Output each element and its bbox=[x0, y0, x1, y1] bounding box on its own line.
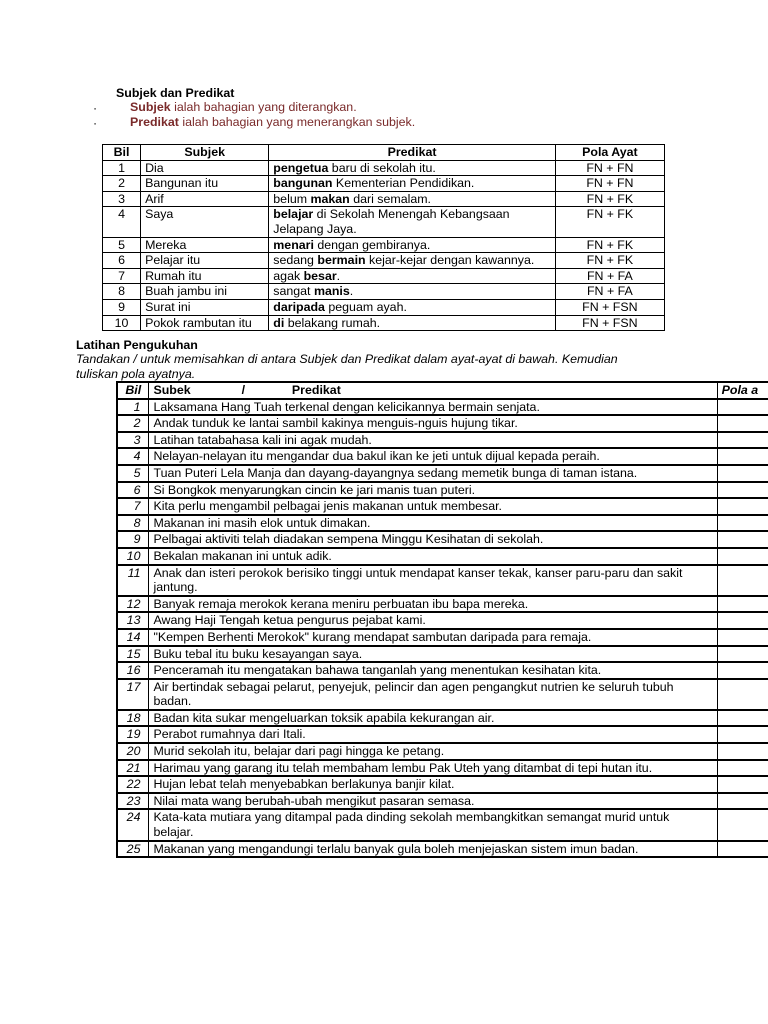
cell-subjek: Bangunan itu bbox=[141, 176, 269, 192]
predikat-pre: belum bbox=[273, 191, 311, 206]
cell-bil: 12 bbox=[117, 596, 149, 613]
cell-pola-answer[interactable] bbox=[717, 646, 768, 663]
cell-bil: 19 bbox=[117, 726, 149, 743]
cell-pola-answer[interactable] bbox=[717, 531, 768, 548]
cell-pola-ayat: FN + FN bbox=[555, 176, 664, 192]
cell-bil: 2 bbox=[117, 415, 149, 432]
predikat-keyword: makan bbox=[310, 191, 350, 206]
cell-sentence: Laksamana Hang Tuah terkenal dengan kelicikannya bermain senjata. bbox=[149, 399, 717, 416]
cell-subjek: Dia bbox=[141, 160, 269, 176]
cell-bil: 23 bbox=[117, 793, 149, 810]
definition-predikat bbox=[130, 115, 415, 129]
cell-sentence: Nelayan-nelayan itu mengandar dua bakul ikan ke jeti untuk dijual kepada peraih. bbox=[149, 448, 717, 465]
cell-sentence: Anak dan isteri perokok berisiko tinggi untuk mendapat kanser tekak, kanser paru-paru dan sakit jantung. bbox=[149, 565, 717, 596]
cell-bil: 25 bbox=[117, 841, 149, 858]
table-header-row bbox=[103, 145, 665, 161]
header-subek-predikat bbox=[149, 382, 717, 399]
cell-bil: 5 bbox=[103, 237, 141, 253]
predikat-keyword: daripada bbox=[273, 299, 325, 314]
cell-predikat bbox=[269, 207, 556, 237]
table-row bbox=[103, 207, 665, 237]
cell-bil: 11 bbox=[117, 565, 149, 596]
cell-subjek: Saya bbox=[141, 207, 269, 237]
cell-sentence: Nilai mata wang berubah-ubah mengikut pasaran semasa. bbox=[149, 793, 717, 810]
cell-bil: 3 bbox=[117, 432, 149, 449]
cell-pola-answer[interactable] bbox=[717, 596, 768, 613]
table-row bbox=[117, 662, 768, 679]
cell-pola-answer[interactable] bbox=[717, 432, 768, 449]
cell-sentence: Si Bongkok menyarungkan cincin ke jari manis tuan puteri. bbox=[149, 482, 717, 499]
table-row bbox=[103, 176, 665, 192]
cell-subjek: Mereka bbox=[141, 237, 269, 253]
header-bil: Bil bbox=[117, 382, 149, 399]
cell-predikat bbox=[269, 299, 556, 315]
cell-bil: 17 bbox=[117, 679, 149, 710]
cell-sentence: Awang Haji Tengah ketua pengurus pejabat kami. bbox=[149, 612, 717, 629]
section-title: Subjek dan Predikat bbox=[116, 86, 235, 100]
cell-bil: 8 bbox=[103, 284, 141, 300]
predikat-keyword: menari bbox=[273, 237, 314, 252]
cell-sentence: Makanan yang mengandungi terlalu banyak gula boleh menjejaskan sistem imun badan. bbox=[149, 841, 717, 858]
cell-subjek: Pelajar itu bbox=[141, 253, 269, 269]
cell-bil: 15 bbox=[117, 646, 149, 663]
cell-sentence: Harimau yang garang itu telah membaham lembu Pak Uteh yang ditambat di tepi hutan itu. bbox=[149, 760, 717, 777]
cell-subjek: Pokok rambutan itu bbox=[141, 315, 269, 331]
cell-bil: 6 bbox=[103, 253, 141, 269]
cell-sentence: Makanan ini masih elok untuk dimakan. bbox=[149, 515, 717, 532]
header-slash: / bbox=[241, 383, 246, 397]
cell-pola-answer[interactable] bbox=[717, 760, 768, 777]
cell-subjek: Arif bbox=[141, 191, 269, 207]
cell-sentence: Kata-kata mutiara yang ditampal pada dinding sekolah membangkitkan semangat murid untuk belajar. bbox=[149, 809, 717, 840]
cell-bil: 7 bbox=[117, 498, 149, 515]
table-row bbox=[103, 191, 665, 207]
predikat-post: di Sekolah Menengah Kebangsaan Jelapang Jaya. bbox=[273, 207, 510, 236]
predikat-keyword: bermain bbox=[317, 253, 366, 268]
table-row bbox=[117, 515, 768, 532]
cell-subjek: Buah jambu ini bbox=[141, 284, 269, 300]
cell-pola-answer[interactable] bbox=[717, 809, 768, 840]
latihan-table bbox=[116, 381, 768, 858]
cell-pola-answer[interactable] bbox=[717, 679, 768, 710]
cell-predikat bbox=[269, 176, 556, 192]
predikat-keyword: belajar bbox=[273, 207, 314, 222]
table-row bbox=[117, 726, 768, 743]
cell-sentence: Andak tunduk ke lantai sambil kakinya menguis-nguis hujung tikar. bbox=[149, 415, 717, 432]
cell-pola-answer[interactable] bbox=[717, 841, 768, 858]
table-row bbox=[117, 498, 768, 515]
cell-predikat bbox=[269, 160, 556, 176]
header-pola-ayat: Pola Ayat bbox=[555, 145, 664, 161]
table-row bbox=[117, 399, 768, 416]
cell-sentence: Badan kita sukar mengeluarkan toksik apabila kekurangan air. bbox=[149, 710, 717, 727]
predikat-post: dari semalam. bbox=[349, 191, 432, 206]
cell-pola-answer[interactable] bbox=[717, 710, 768, 727]
cell-sentence: Latihan tatabahasa kali ini agak mudah. bbox=[149, 432, 717, 449]
cell-bil: 14 bbox=[117, 629, 149, 646]
cell-bil: 4 bbox=[117, 448, 149, 465]
predikat-keyword: di bbox=[273, 315, 285, 330]
cell-pola-answer[interactable] bbox=[717, 515, 768, 532]
cell-pola-answer[interactable] bbox=[717, 629, 768, 646]
table-row bbox=[117, 565, 768, 596]
cell-bil: 1 bbox=[103, 160, 141, 176]
cell-sentence: Bekalan makanan ini untuk adik. bbox=[149, 548, 717, 565]
predikat-keyword: besar bbox=[303, 268, 337, 283]
header-predikat: Predikat bbox=[291, 383, 341, 397]
cell-predikat bbox=[269, 315, 556, 331]
table-row bbox=[117, 531, 768, 548]
predikat-post: . bbox=[349, 284, 354, 299]
table-row bbox=[103, 160, 665, 176]
section-title: Latihan Pengukuhan bbox=[76, 338, 198, 352]
table-row bbox=[117, 793, 768, 810]
cell-sentence: Tuan Puteri Lela Manja dan dayang-dayangnya sedang memetik bunga di taman istana. bbox=[149, 465, 717, 482]
cell-subjek: Rumah itu bbox=[141, 268, 269, 284]
table-row bbox=[117, 841, 768, 858]
header-predikat: Predikat bbox=[269, 145, 556, 161]
predikat-post: Kementerian Pendidikan. bbox=[332, 176, 475, 191]
cell-bil: 16 bbox=[117, 662, 149, 679]
cell-bil: 5 bbox=[117, 465, 149, 482]
definition-subjek bbox=[130, 100, 357, 114]
cell-bil: 21 bbox=[117, 760, 149, 777]
table-row bbox=[117, 760, 768, 777]
definition-term: Subjek bbox=[130, 100, 171, 114]
cell-pola-answer[interactable] bbox=[717, 726, 768, 743]
cell-sentence: Air bertindak sebagai pelarut, penyejuk, pelincir dan agen pengangkut nutrien ke seluruh tubuh badan. bbox=[149, 679, 717, 710]
header-bil: Bil bbox=[103, 145, 141, 161]
table-row bbox=[103, 299, 665, 315]
predikat-post: kejar-kejar dengan kawannya. bbox=[365, 253, 535, 268]
cell-bil: 3 bbox=[103, 191, 141, 207]
table-row bbox=[117, 679, 768, 710]
predikat-post: dengan gembiranya. bbox=[313, 237, 431, 252]
table-row bbox=[117, 596, 768, 613]
predikat-pre: sangat bbox=[273, 284, 314, 299]
predikat-keyword: pengetua bbox=[273, 160, 329, 175]
cell-bil: 7 bbox=[103, 268, 141, 284]
cell-bil: 22 bbox=[117, 776, 149, 793]
header-subjek: Subjek bbox=[141, 145, 269, 161]
instruction-text: Tandakan / untuk memisahkan di antara Subjek dan Predikat dalam ayat-ayat di bawah. Kemudian tuliskan pola ayatnya. bbox=[76, 352, 618, 381]
cell-predikat bbox=[269, 284, 556, 300]
table-row bbox=[103, 253, 665, 269]
cell-sentence: "Kempen Berhenti Merokok" kurang mendapat sambutan daripada para remaja. bbox=[149, 629, 717, 646]
cell-pola-answer[interactable] bbox=[717, 498, 768, 515]
cell-sentence: Perabot rumahnya dari Itali. bbox=[149, 726, 717, 743]
cell-predikat bbox=[269, 268, 556, 284]
cell-pola-answer[interactable] bbox=[717, 399, 768, 416]
predikat-post: belakang rumah. bbox=[284, 315, 381, 330]
cell-pola-answer[interactable] bbox=[717, 482, 768, 499]
cell-pola-answer[interactable] bbox=[717, 448, 768, 465]
table-row bbox=[117, 809, 768, 840]
cell-pola-answer[interactable] bbox=[717, 565, 768, 596]
cell-bil: 6 bbox=[117, 482, 149, 499]
cell-bil: 10 bbox=[103, 315, 141, 331]
table-row bbox=[117, 612, 768, 629]
cell-bil: 1 bbox=[117, 399, 149, 416]
bullet-mark: · bbox=[93, 101, 98, 115]
header-pola-ayat: Pola a bbox=[717, 382, 768, 399]
table-row bbox=[117, 548, 768, 565]
definition-term: Predikat bbox=[130, 115, 179, 129]
table-row bbox=[103, 284, 665, 300]
cell-bil: 18 bbox=[117, 710, 149, 727]
cell-predikat bbox=[269, 191, 556, 207]
table-row bbox=[117, 448, 768, 465]
cell-pola-answer[interactable] bbox=[717, 662, 768, 679]
table-row bbox=[117, 482, 768, 499]
cell-predikat bbox=[269, 253, 556, 269]
table-row bbox=[117, 743, 768, 760]
cell-pola-ayat: FN + FK bbox=[555, 191, 664, 207]
cell-bil: 4 bbox=[103, 207, 141, 237]
cell-sentence: Penceramah itu mengatakan bahawa tanganlah yang menentukan kesihatan kita. bbox=[149, 662, 717, 679]
bullet-mark: · bbox=[93, 116, 98, 130]
cell-bil: 9 bbox=[117, 531, 149, 548]
table-header-row bbox=[117, 382, 768, 399]
cell-sentence: Banyak remaja merokok kerana meniru perbuatan ibu bapa mereka. bbox=[149, 596, 717, 613]
table-row bbox=[117, 776, 768, 793]
cell-pola-answer[interactable] bbox=[717, 793, 768, 810]
cell-pola-answer[interactable] bbox=[717, 743, 768, 760]
cell-pola-ayat: FN + FN bbox=[555, 160, 664, 176]
cell-bil: 8 bbox=[117, 515, 149, 532]
cell-pola-answer[interactable] bbox=[717, 415, 768, 432]
cell-pola-ayat: FN + FSN bbox=[555, 315, 664, 331]
cell-bil: 2 bbox=[103, 176, 141, 192]
cell-subjek: Surat ini bbox=[141, 299, 269, 315]
cell-pola-answer[interactable] bbox=[717, 465, 768, 482]
cell-pola-ayat: FN + FA bbox=[555, 284, 664, 300]
cell-sentence: Hujan lebat telah menyebabkan berlakunya banjir kilat. bbox=[149, 776, 717, 793]
predikat-keyword: bangunan bbox=[273, 176, 333, 191]
predikat-pre: agak bbox=[273, 268, 304, 283]
table-row bbox=[117, 629, 768, 646]
header-subek: Subek bbox=[153, 383, 191, 397]
cell-bil: 9 bbox=[103, 299, 141, 315]
table-row bbox=[117, 465, 768, 482]
cell-sentence: Kita perlu mengambil pelbagai jenis makanan untuk membesar. bbox=[149, 498, 717, 515]
table-row bbox=[117, 432, 768, 449]
table-row bbox=[117, 415, 768, 432]
cell-bil: 10 bbox=[117, 548, 149, 565]
predikat-post: . bbox=[336, 268, 341, 283]
definition-text: ialah bahagian yang menerangkan subjek. bbox=[178, 115, 416, 129]
cell-pola-ayat: FN + FA bbox=[555, 268, 664, 284]
table-row bbox=[103, 315, 665, 331]
cell-pola-ayat: FN + FSN bbox=[555, 299, 664, 315]
definition-text: ialah bahagian yang diterangkan. bbox=[170, 100, 357, 114]
predikat-post: peguam ayah. bbox=[324, 299, 407, 314]
predikat-keyword: manis bbox=[313, 284, 350, 299]
cell-pola-answer[interactable] bbox=[717, 548, 768, 565]
cell-sentence: Buku tebal itu buku kesayangan saya. bbox=[149, 646, 717, 663]
cell-pola-answer[interactable] bbox=[717, 612, 768, 629]
subjek-predikat-table bbox=[102, 144, 665, 331]
cell-pola-ayat: FN + FK bbox=[555, 207, 664, 237]
cell-bil: 13 bbox=[117, 612, 149, 629]
cell-predikat bbox=[269, 237, 556, 253]
table-row bbox=[103, 268, 665, 284]
table-row bbox=[117, 710, 768, 727]
cell-sentence: Murid sekolah itu, belajar dari pagi hingga ke petang. bbox=[149, 743, 717, 760]
predikat-post: baru di sekolah itu. bbox=[328, 160, 436, 175]
table-row bbox=[117, 646, 768, 663]
predikat-pre: sedang bbox=[273, 253, 318, 268]
cell-pola-answer[interactable] bbox=[717, 776, 768, 793]
cell-bil: 20 bbox=[117, 743, 149, 760]
cell-pola-ayat: FN + FK bbox=[555, 253, 664, 269]
cell-sentence: Pelbagai aktiviti telah diadakan sempena Minggu Kesihatan di sekolah. bbox=[149, 531, 717, 548]
table-row bbox=[103, 237, 665, 253]
cell-pola-ayat: FN + FK bbox=[555, 237, 664, 253]
cell-bil: 24 bbox=[117, 809, 149, 840]
